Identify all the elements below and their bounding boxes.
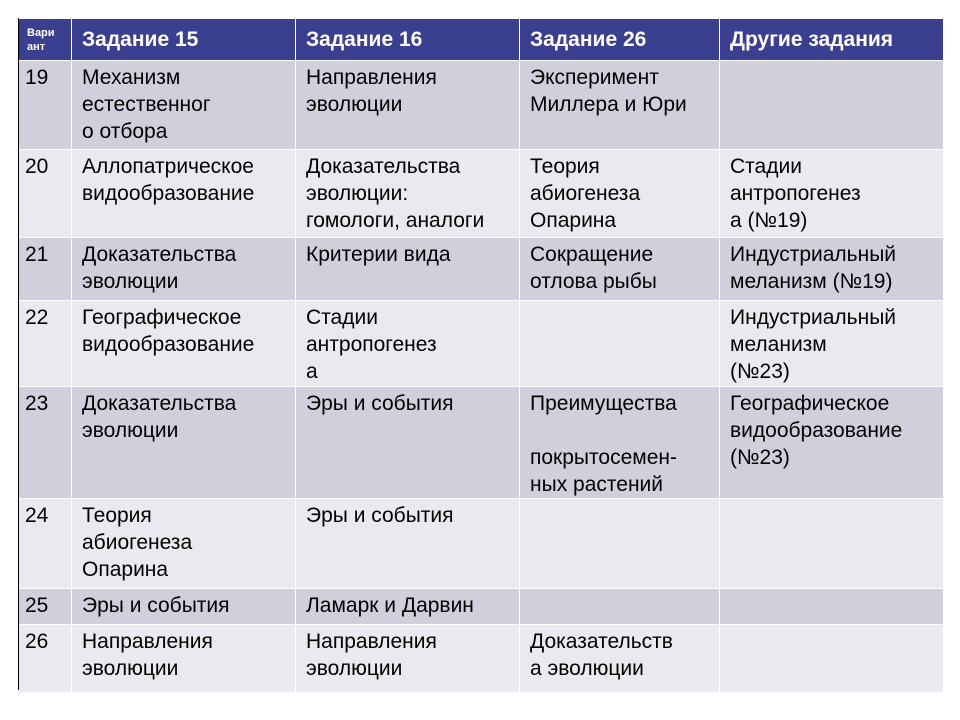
table-row: [19, 238, 944, 301]
header-task-26: Задание 26: [520, 19, 720, 61]
task-15-cell: Аллопатрическое видообразование: [72, 150, 296, 238]
header-other-tasks: Другие задания: [720, 19, 944, 61]
task-15-cell: Механизм естественног о отбора: [72, 61, 296, 150]
table-left-border: [18, 18, 19, 690]
task-16-cell: Критерии вида: [296, 238, 520, 301]
variant-cell: 24: [19, 499, 72, 589]
table-row: [19, 589, 944, 625]
task-16-cell: Эры и события: [296, 387, 520, 499]
task-26-cell: [520, 589, 720, 625]
table-row: [19, 625, 944, 693]
variant-cell: 26: [19, 625, 72, 693]
task-16-cell: Направления эволюции: [296, 61, 520, 150]
variant-cell: 19: [19, 61, 72, 150]
task-15-cell: Эры и события: [72, 589, 296, 625]
task-26-cell: [520, 499, 720, 589]
task-16-cell: Направления эволюции: [296, 625, 520, 693]
variant-cell: 22: [19, 301, 72, 387]
task-26-cell: Сокращение отлова рыбы: [520, 238, 720, 301]
task-16-cell: Стадии антропогенез а: [296, 301, 520, 387]
assignments-table: [18, 18, 944, 693]
task-26-cell: Эксперимент Миллера и Юри: [520, 61, 720, 150]
other-tasks-cell: Индустриальный меланизм (№23): [720, 301, 944, 387]
other-tasks-cell: Географическое видообразование (№23): [720, 387, 944, 499]
other-tasks-cell: Стадии антропогенез а (№19): [720, 150, 944, 238]
header-variant: Вари ант: [19, 19, 72, 61]
task-16-cell: Ламарк и Дарвин: [296, 589, 520, 625]
header-row: [19, 19, 944, 61]
task-15-cell: Доказательства эволюции: [72, 387, 296, 499]
other-tasks-cell: [720, 625, 944, 693]
table-row: [19, 301, 944, 387]
task-16-cell: Доказательства эволюции: гомологи, аналоги: [296, 150, 520, 238]
variant-cell: 20: [19, 150, 72, 238]
task-26-cell: Доказательств а эволюции: [520, 625, 720, 693]
variant-cell: 21: [19, 238, 72, 301]
table-row: [19, 150, 944, 238]
header-task-15: Задание 15: [72, 19, 296, 61]
task-15-cell: Направления эволюции: [72, 625, 296, 693]
other-tasks-cell: Индустриальный меланизм (№19): [720, 238, 944, 301]
header-task-16: Задание 16: [296, 19, 520, 61]
task-26-cell: Преимущества покрытосемен- ных растений: [520, 387, 720, 499]
task-16-cell: Эры и события: [296, 499, 520, 589]
table-row: [19, 499, 944, 589]
task-15-cell: Доказательства эволюции: [72, 238, 296, 301]
task-26-cell: Теория абиогенеза Опарина: [520, 150, 720, 238]
variant-cell: 25: [19, 589, 72, 625]
other-tasks-cell: [720, 61, 944, 150]
table-row: [19, 387, 944, 499]
variant-cell: 23: [19, 387, 72, 499]
table-row: [19, 61, 944, 150]
other-tasks-cell: [720, 589, 944, 625]
task-15-cell: Географическое видообразование: [72, 301, 296, 387]
task-26-cell: [520, 301, 720, 387]
other-tasks-cell: [720, 499, 944, 589]
task-15-cell: Теория абиогенеза Опарина: [72, 499, 296, 589]
